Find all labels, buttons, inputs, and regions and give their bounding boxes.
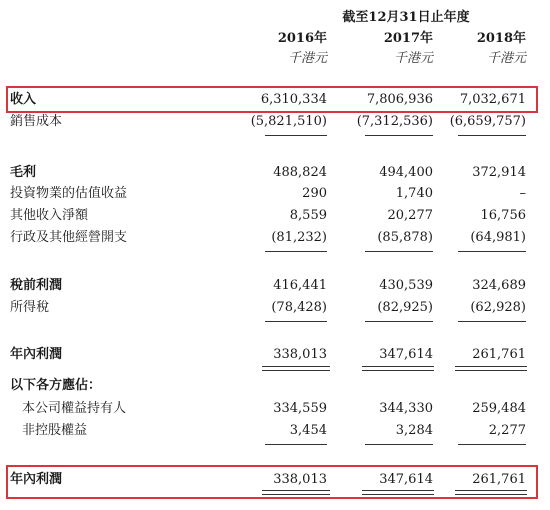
subtotal-rule bbox=[265, 251, 327, 252]
year-header-2018: 2018年 bbox=[476, 31, 526, 46]
value-2017: (7,312,536) bbox=[356, 114, 433, 129]
value-2017: 7,806,936 bbox=[366, 92, 433, 107]
value-2016: 338,013 bbox=[273, 472, 327, 487]
subtotal-rule bbox=[458, 444, 526, 445]
total-double-rule bbox=[362, 366, 434, 371]
unit-label-2018: 千港元 bbox=[486, 51, 526, 66]
table-row-income-tax bbox=[0, 298, 550, 318]
subtotal-rule bbox=[365, 135, 433, 136]
value-2016: (78,428) bbox=[271, 300, 327, 315]
value-2018: 7,032,671 bbox=[459, 92, 526, 107]
subtotal-rule bbox=[365, 321, 433, 322]
row-label: 年內利潤 bbox=[10, 472, 63, 487]
row-label: 投資物業的估值收益 bbox=[10, 186, 128, 201]
value-2018: 324,689 bbox=[472, 278, 526, 293]
highlight-box-revenue bbox=[6, 86, 538, 113]
row-label: 本公司權益持有人 bbox=[22, 401, 127, 416]
subtotal-rule bbox=[365, 444, 433, 445]
value-2017: (82,925) bbox=[377, 300, 433, 315]
value-2016: 6,310,334 bbox=[260, 92, 327, 107]
value-2018: – bbox=[519, 186, 526, 201]
value-2016: 334,559 bbox=[273, 401, 327, 416]
row-label: 毛利 bbox=[10, 165, 37, 180]
value-2018: (6,659,757) bbox=[449, 114, 526, 129]
unit-label-2016: 千港元 bbox=[287, 51, 327, 66]
value-2017: (85,878) bbox=[377, 230, 433, 245]
value-2017: 3,284 bbox=[395, 423, 433, 438]
row-label: 非控股權益 bbox=[22, 423, 88, 438]
table-row-cost-of-sales bbox=[0, 112, 550, 132]
year-header-2017: 2017年 bbox=[383, 31, 433, 46]
value-2016: 338,013 bbox=[273, 347, 327, 362]
value-2018: 16,756 bbox=[480, 208, 526, 223]
value-2018: 2,277 bbox=[488, 423, 526, 438]
table-row-attributable-header bbox=[0, 376, 550, 396]
subtotal-rule bbox=[365, 251, 433, 252]
row-label: 以下各方應佔： bbox=[10, 378, 102, 393]
total-double-rule bbox=[455, 366, 527, 371]
value-2018: 261,761 bbox=[472, 472, 526, 487]
value-2017: 347,614 bbox=[379, 347, 433, 362]
highlight-box-profit bbox=[6, 465, 538, 499]
subtotal-rule bbox=[458, 321, 526, 322]
table-row-profit-before-tax bbox=[0, 276, 550, 296]
value-2017: 430,539 bbox=[379, 278, 433, 293]
row-label: 所得稅 bbox=[10, 300, 50, 315]
table-row-valuation-gain bbox=[0, 184, 550, 204]
row-label: 稅前利潤 bbox=[10, 278, 63, 293]
value-2017: 494,400 bbox=[379, 165, 433, 180]
table-row-non-controlling bbox=[0, 421, 550, 441]
value-2017: 347,614 bbox=[379, 472, 433, 487]
total-double-rule bbox=[262, 366, 330, 371]
value-2018: (64,981) bbox=[470, 230, 526, 245]
value-2016: 290 bbox=[302, 186, 327, 201]
subtotal-rule bbox=[458, 135, 526, 136]
row-label: 收入 bbox=[10, 92, 37, 107]
table-row-gross-profit bbox=[0, 163, 550, 183]
table-row-other-income bbox=[0, 206, 550, 226]
value-2018: (62,928) bbox=[470, 300, 526, 315]
value-2018: 259,484 bbox=[472, 401, 526, 416]
table-row-profit-for-year bbox=[0, 345, 550, 365]
subtotal-rule bbox=[265, 444, 327, 445]
table-row-admin-expenses bbox=[0, 228, 550, 248]
value-2016: 8,559 bbox=[289, 208, 327, 223]
subtotal-rule bbox=[265, 135, 327, 136]
value-2016: 3,454 bbox=[289, 423, 327, 438]
value-2018: 372,914 bbox=[472, 165, 526, 180]
value-2016: 416,441 bbox=[273, 278, 327, 293]
table-row-equity-holders bbox=[0, 399, 550, 419]
value-2016: (5,821,510) bbox=[250, 114, 327, 129]
value-2016: 488,824 bbox=[273, 165, 327, 180]
value-2017: 20,277 bbox=[387, 208, 433, 223]
year-header-2016: 2016年 bbox=[277, 31, 327, 46]
subtotal-rule bbox=[265, 321, 327, 322]
value-2017: 1,740 bbox=[395, 186, 433, 201]
unit-label-2017: 千港元 bbox=[393, 51, 433, 66]
row-label: 其他收入淨額 bbox=[10, 208, 89, 223]
row-label: 年內利潤 bbox=[10, 347, 63, 362]
row-label: 行政及其他經營開支 bbox=[10, 230, 128, 245]
period-header: 截至12月31日止年度 bbox=[342, 10, 470, 25]
value-2017: 344,330 bbox=[379, 401, 433, 416]
value-2018: 261,761 bbox=[472, 347, 526, 362]
value-2016: (81,232) bbox=[271, 230, 327, 245]
subtotal-rule bbox=[458, 251, 526, 252]
row-label: 銷售成本 bbox=[10, 114, 63, 129]
